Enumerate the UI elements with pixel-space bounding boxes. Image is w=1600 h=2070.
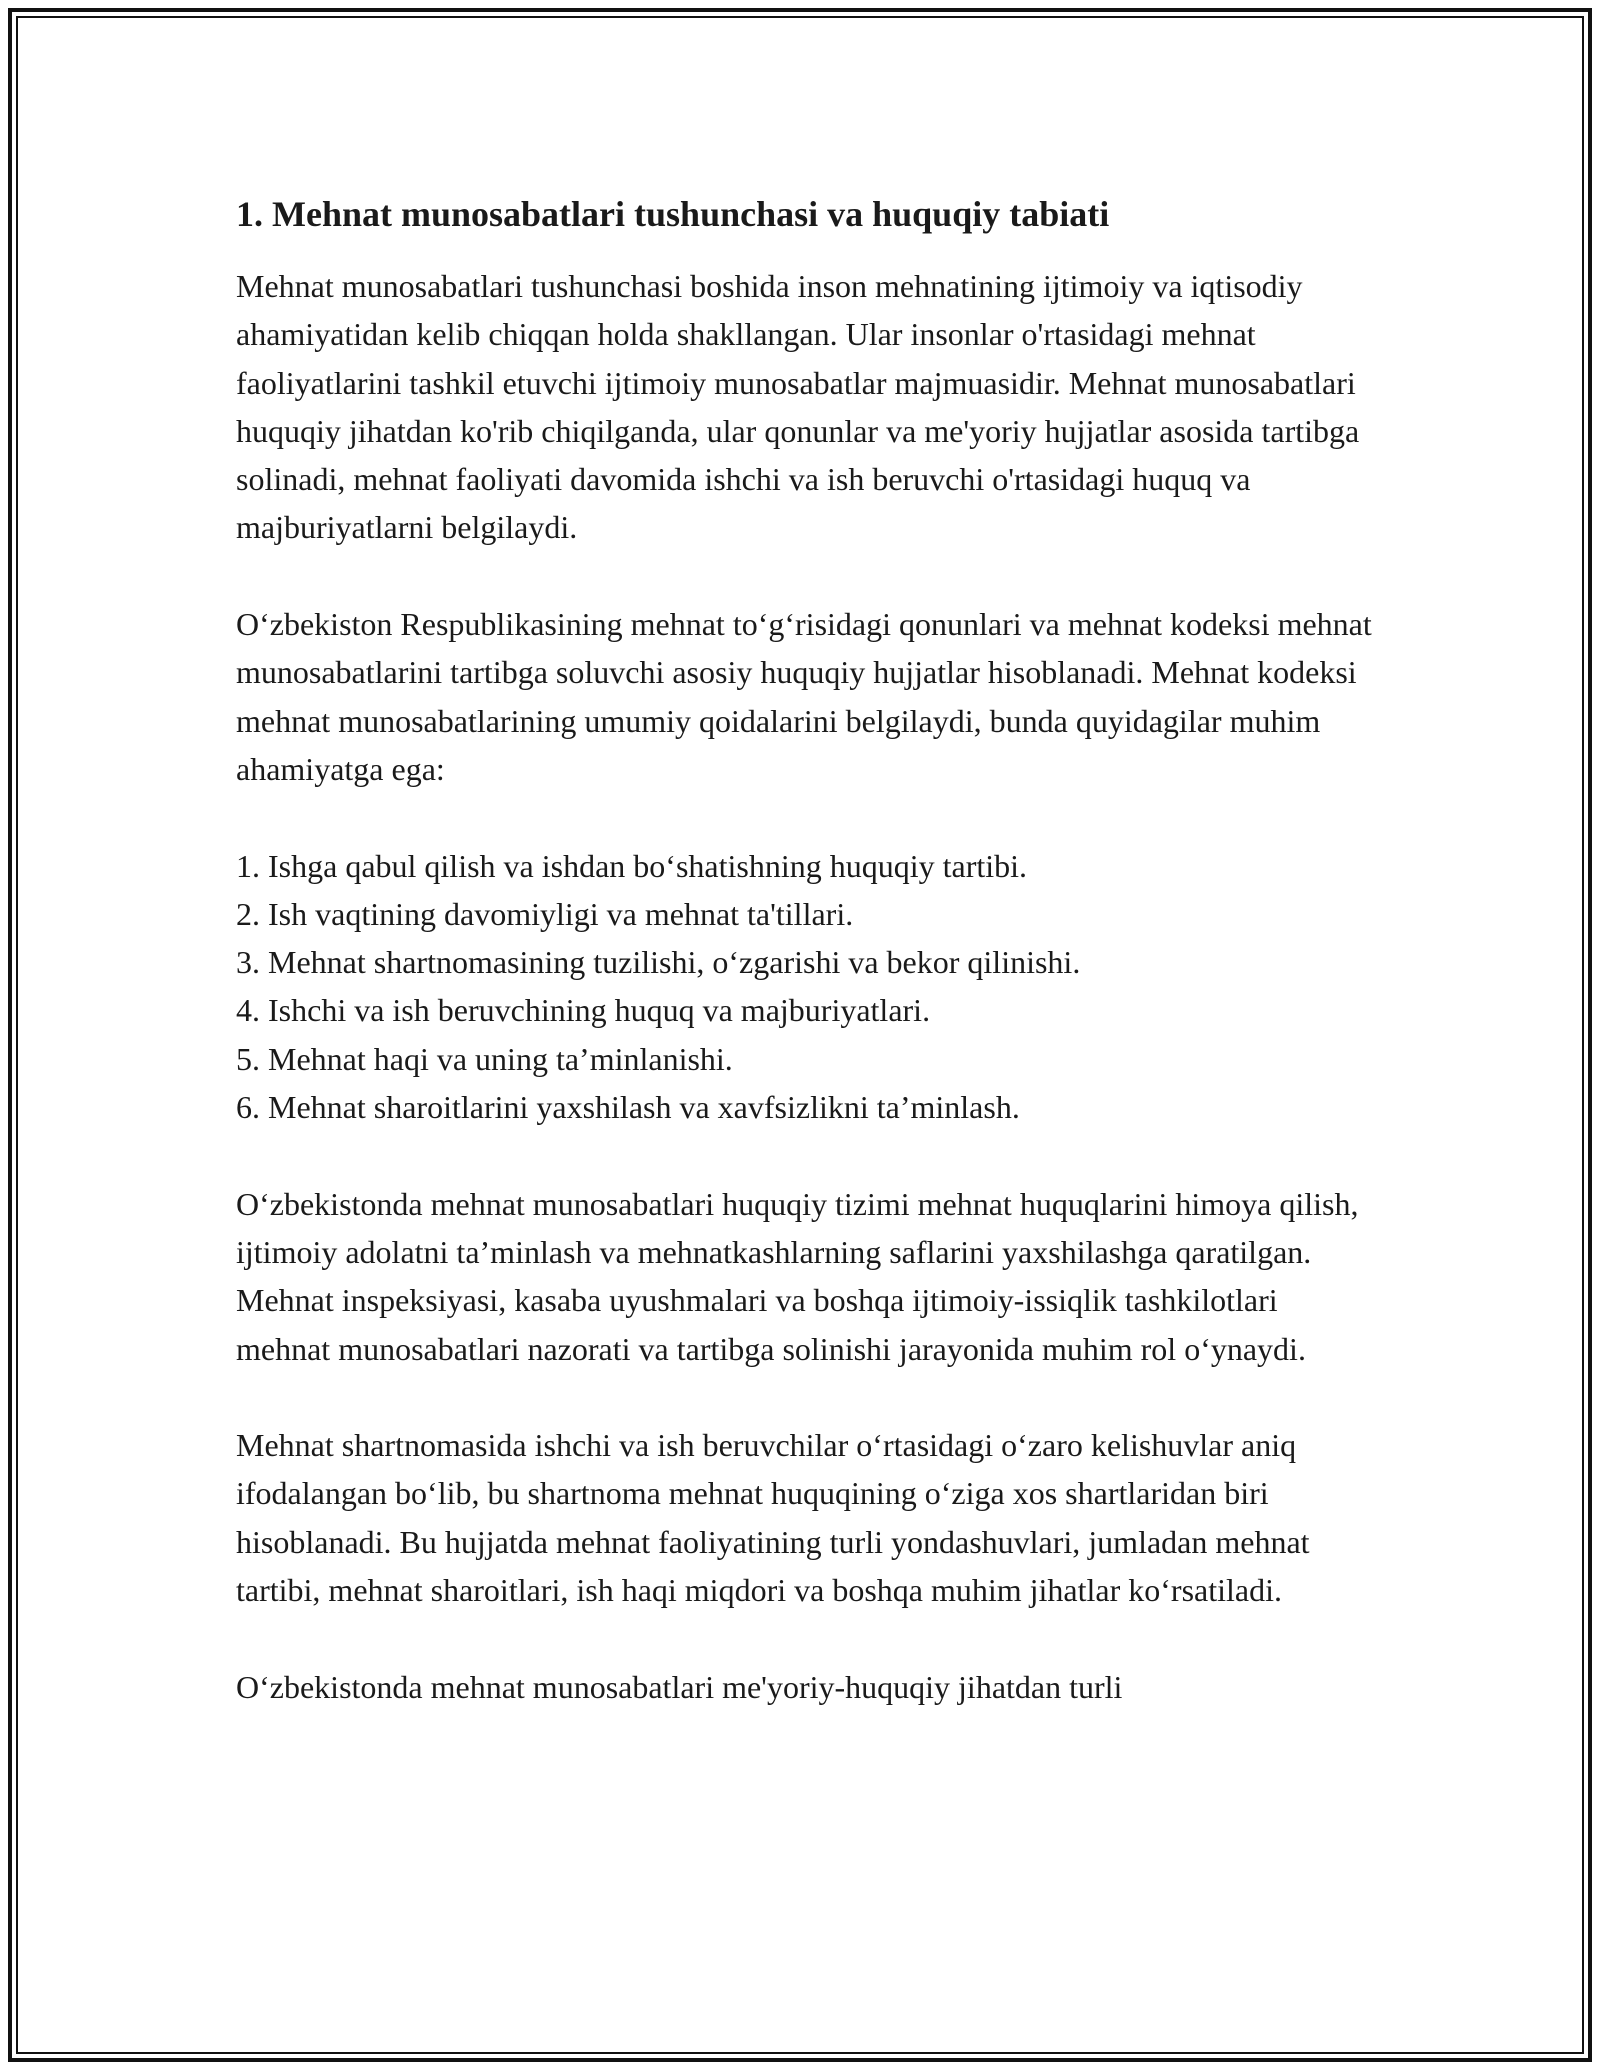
paragraph-continuation: O‘zbekistonda mehnat munosabatlari me'yoriy-huquqiy jihatdan turli — [236, 1668, 1123, 1705]
list-item: 3. Mehnat shartnomasining tuzilishi, o‘zgarishi va bekor qilinishi. — [236, 944, 1081, 981]
paragraph-legal-system: O‘zbekistonda mehnat munosabatlari huquqiy tizimi mehnat huquqlarini himoya qilish, ijtimoiy adolatni ta’minlash va mehnatkashlarning saflarini yaxshilashga qaratilgan. Mehnat inspeksiyasi, kasaba uyushmalari va boshqa ijtimoiy-issiqlik tashkilotlari mehnat munosabatlari nazorati va tartibga solinishi jarayonida muhim rol o‘ynaydi. — [236, 1185, 1359, 1367]
list-item: 2. Ish vaqtining davomiyligi va mehnat ta'tillari. — [236, 895, 854, 932]
paragraph-employment-contract: Mehnat shartnomasida ishchi va ish beruvchilar o‘rtasidagi o‘zaro kelishuvlar aniq ifodalangan bo‘lib, bu shartnoma mehnat huquqining o‘ziga xos shartlaridan biri hisoblanadi. Bu hujjatda mehnat faoliyatining turli yondashuvlari, jumladan mehnat tartibi, mehnat sharoitlari, ish haqi miqdori va boshqa muhim jihatlar ko‘rsatiladi. — [236, 1427, 1310, 1609]
list-item: 1. Ishga qabul qilish va ishdan bo‘shatishning huquqiy tartibi. — [236, 847, 1028, 884]
list-item: 5. Mehnat haqi va uning ta’minlanishi. — [236, 1040, 733, 1077]
list-item: 6. Mehnat sharoitlarini yaxshilash va xavfsizlikni ta’minlash. — [236, 1089, 1020, 1126]
numbered-list — [236, 842, 1376, 1132]
paragraph-intro: Mehnat munosabatlari tushunchasi boshida inson mehnatining ijtimoiy va iqtisodiy ahamiyatidan kelib chiqqan holda shakllangan. Ular insonlar o'rtasidagi mehnat faoliyatlarini tashkil etuvchi ijtimoiy munosabatlar majmuasidir. Mehnat munosabatlari huquqiy jihatdan ko'rib chiqilganda, ular qonunlar va me'yoriy hujjatlar asosida tartibga solinadi, mehnat faoliyati davomida ishchi va ish beruvchi o'rtasidagi huquq va majburiyatlarni belgilaydi. — [236, 268, 1360, 546]
paragraph-legislation: O‘zbekiston Respublikasining mehnat to‘g‘risidagi qonunlari va mehnat kodeksi mehnat munosabatlarini tartibga soluvchi asosiy huquqiy hujjatlar hisoblanadi. Mehnat kodeksi mehnat munosabatlarining umumiy qoidalarini belgilaydi, bunda quyidagilar muhim ahamiyatga ega: — [236, 606, 1372, 787]
list-item: 4. Ishchi va ish beruvchining huquq va majburiyatlari. — [236, 992, 931, 1029]
section-heading: 1. Mehnat munosabatlari tushunchasi va huquqiy tabiati — [236, 194, 1110, 234]
document-body — [236, 188, 1376, 1711]
